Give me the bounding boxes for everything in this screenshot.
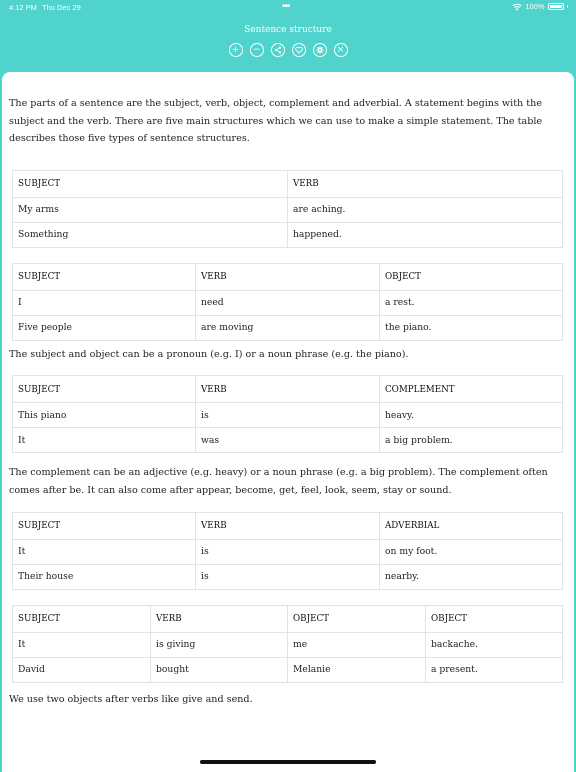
zoom-out-button[interactable]	[250, 43, 264, 57]
table-cell: It	[13, 428, 196, 453]
table-header-cell: ADVERBIAL	[380, 512, 563, 539]
table-cell: on my foot.	[380, 539, 563, 564]
table-row	[13, 197, 563, 222]
table-row	[13, 403, 563, 428]
table-header-row	[13, 376, 563, 403]
gear-icon	[316, 46, 324, 54]
table-cell: Their house	[13, 564, 196, 589]
share-icon	[274, 46, 282, 54]
table-cell: me	[288, 632, 426, 657]
table-cell: This piano	[13, 403, 196, 428]
content-card	[2, 72, 574, 772]
table-header-cell: SUBJECT	[13, 512, 196, 539]
table-cell: Five people	[13, 315, 196, 340]
battery-percent: 100%	[525, 2, 545, 11]
toolbar	[0, 43, 576, 57]
table-cell: is	[196, 564, 380, 589]
zoom-in-button[interactable]	[229, 43, 243, 57]
table-row	[13, 315, 563, 340]
table-cell: happened.	[288, 222, 563, 247]
table-cell: is giving	[151, 632, 288, 657]
close-button[interactable]	[334, 43, 348, 57]
table-header-cell: SUBJECT	[13, 263, 196, 290]
table-header-cell: OBJECT	[288, 605, 426, 632]
table-header-cell: OBJECT	[426, 605, 563, 632]
structure-table-sva	[12, 512, 563, 590]
table-cell: It	[13, 539, 196, 564]
battery-icon	[548, 3, 564, 10]
table-cell: I	[13, 290, 196, 315]
table-row	[13, 290, 563, 315]
table-cell: heavy.	[380, 403, 563, 428]
table-row	[13, 222, 563, 247]
table-cell: are aching.	[288, 197, 563, 222]
table-cell: nearby.	[380, 564, 563, 589]
table-cell: Something	[13, 222, 288, 247]
table-cell: a rest.	[380, 290, 563, 315]
structure-table-svc	[12, 375, 563, 453]
favorite-button[interactable]	[292, 43, 306, 57]
table-cell: is	[196, 539, 380, 564]
status-date: Thu Dec 29	[42, 3, 81, 12]
note-paragraph: The subject and object can be a pronoun (e.g. I) or a noun phrase (e.g. the piano).	[9, 348, 409, 360]
heart-icon	[295, 46, 303, 54]
table-header-cell: VERB	[196, 263, 380, 290]
table-cell: David	[13, 657, 151, 682]
article	[9, 72, 569, 708]
table-cell: need	[196, 290, 380, 315]
table-cell: was	[196, 428, 380, 453]
page-title: Sentence structure	[244, 25, 332, 35]
table-cell: is	[196, 403, 380, 428]
table-row	[13, 428, 563, 453]
table-header-cell: SUBJECT	[13, 605, 151, 632]
structure-table-sv	[12, 170, 563, 248]
table-header-cell: OBJECT	[380, 263, 563, 290]
intro-paragraph: The parts of a sentence are the subject, verb, object, complement and adverbial. A statement begins with the subject and the verb. There are five main structures which we can use to make a simple statement. The table describes those five types of sentence structures.	[9, 98, 543, 145]
plus-icon: +	[231, 44, 240, 55]
table-cell: a present.	[426, 657, 563, 682]
home-indicator[interactable]	[200, 760, 376, 764]
status-bar	[0, 0, 576, 14]
table-header-cell: VERB	[196, 512, 380, 539]
battery-tip	[567, 5, 569, 8]
structure-table-svo	[12, 263, 563, 341]
table-row	[13, 539, 563, 564]
table-header-row	[13, 512, 563, 539]
table-cell: are moving	[196, 315, 380, 340]
table-header-row	[13, 170, 563, 197]
table-cell: My arms	[13, 197, 288, 222]
settings-button[interactable]	[313, 43, 327, 57]
table-cell: It	[13, 632, 151, 657]
table-header-cell: SUBJECT	[13, 376, 196, 403]
table-header-cell: SUBJECT	[13, 170, 288, 197]
table-row	[13, 564, 563, 589]
structure-table-svoo	[12, 605, 563, 683]
table-cell: Melanie	[288, 657, 426, 682]
table-header-cell: VERB	[151, 605, 288, 632]
table-cell: bought	[151, 657, 288, 682]
table-cell: a big problem.	[380, 428, 563, 453]
share-button[interactable]	[271, 43, 285, 57]
table-header-cell: COMPLEMENT	[380, 376, 563, 403]
note-paragraph: We use two objects after verbs like give and send.	[9, 693, 253, 705]
table-header-row	[13, 263, 563, 290]
note-paragraph: The complement can be an adjective (e.g. heavy) or a noun phrase (e.g. a big problem). The complement often comes after be. It can also come after appear, become, get, feel, look, seem, stay or sound.	[9, 467, 548, 496]
table-cell: the piano.	[380, 315, 563, 340]
table-header-cell: VERB	[196, 376, 380, 403]
status-right	[512, 2, 568, 11]
minus-icon: −	[252, 44, 261, 55]
wifi-icon	[512, 3, 522, 11]
table-header-row	[13, 605, 563, 632]
table-cell: backache.	[426, 632, 563, 657]
table-row	[13, 632, 563, 657]
table-header-cell: VERB	[288, 170, 563, 197]
status-time: 4:12 PM	[9, 3, 37, 12]
multitasking-dots[interactable]: •••	[282, 1, 290, 12]
close-icon: ×	[336, 44, 345, 55]
table-row	[13, 657, 563, 682]
